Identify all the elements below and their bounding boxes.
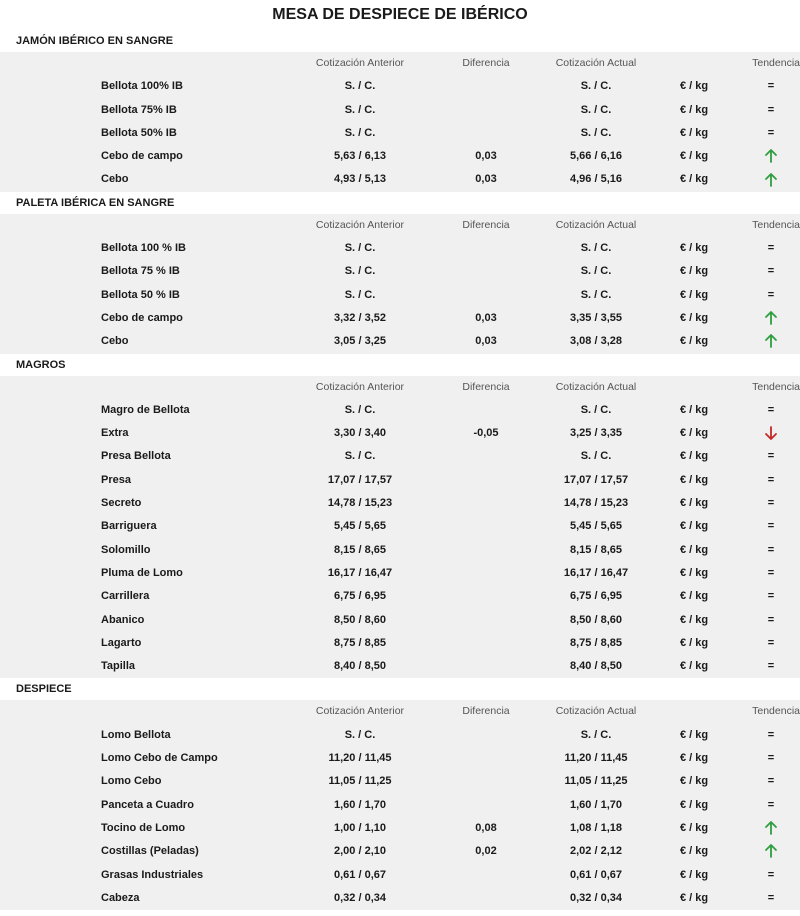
- price-actual: 16,17 / 16,47: [563, 566, 629, 579]
- trend-equal: =: [767, 265, 775, 278]
- trend-equal: =: [767, 613, 775, 626]
- trend-equal: =: [767, 590, 775, 603]
- price-anterior: 3,30 / 3,40: [334, 427, 386, 440]
- page-title: MESA DE DESPIECE DE IBÉRICO: [0, 0, 800, 30]
- price-unit: € / kg: [679, 450, 709, 463]
- trend-equal: =: [767, 242, 775, 255]
- price-unit: € / kg: [679, 775, 709, 788]
- trend-equal: =: [767, 566, 775, 579]
- price-anterior: 8,50 / 8,60: [334, 613, 386, 626]
- price-unit: € / kg: [679, 798, 709, 811]
- table-row: [0, 609, 800, 632]
- column-header-tendencia: Tendencia: [752, 380, 800, 393]
- trend-up-arrow-icon: [740, 330, 800, 353]
- price-anterior: S. / C.: [344, 403, 376, 416]
- price-actual: 5,45 / 5,65: [570, 520, 622, 533]
- price-anterior: 1,00 / 1,10: [334, 821, 386, 834]
- price-diferencia: 0,03: [475, 173, 497, 186]
- price-actual: S. / C.: [580, 403, 612, 416]
- price-unit: € / kg: [679, 543, 709, 556]
- trend-equal: =: [767, 103, 775, 116]
- trend-equal: =: [767, 660, 775, 673]
- column-header-actual: Cotización Actual: [555, 218, 637, 231]
- trend-equal: =: [767, 403, 775, 416]
- table-row: [0, 817, 800, 840]
- price-anterior: S. / C.: [344, 103, 376, 116]
- table-row: [0, 260, 800, 283]
- price-anterior: 5,63 / 6,13: [334, 150, 386, 163]
- table-row: [0, 840, 800, 863]
- price-actual: 8,75 / 8,85: [570, 636, 622, 649]
- trend-equal: =: [767, 126, 775, 139]
- product-name: Extra: [101, 427, 129, 440]
- price-unit: € / kg: [679, 103, 709, 116]
- product-name: Lomo Cebo: [101, 775, 162, 788]
- price-anterior: 4,93 / 5,13: [334, 173, 386, 186]
- price-anterior: 11,05 / 11,25: [328, 775, 392, 788]
- price-diferencia: 0,08: [475, 821, 497, 834]
- price-anterior: 6,75 / 6,95: [334, 590, 386, 603]
- column-header-tendencia: Tendencia: [752, 218, 800, 231]
- price-diferencia: 0,03: [475, 150, 497, 163]
- trend-equal: =: [767, 891, 775, 904]
- product-name: Tocino de Lomo: [101, 821, 186, 834]
- product-name: Barriguera: [101, 520, 157, 533]
- price-actual: 3,35 / 3,55: [570, 311, 622, 324]
- column-header-anterior: Cotización Anterior: [315, 218, 405, 231]
- price-actual: 2,02 / 2,12: [570, 845, 622, 858]
- price-anterior: S. / C.: [344, 288, 376, 301]
- product-name: Presa Bellota: [101, 450, 171, 463]
- price-actual: 8,50 / 8,60: [570, 613, 622, 626]
- product-name: Cebo de campo: [101, 311, 183, 324]
- table-row: [0, 585, 800, 608]
- trend-equal: =: [767, 497, 775, 510]
- column-header-anterior: Cotización Anterior: [315, 57, 405, 69]
- price-unit: € / kg: [679, 590, 709, 603]
- price-unit: € / kg: [679, 891, 709, 904]
- table-row: [0, 770, 800, 793]
- price-anterior: S. / C.: [344, 242, 376, 255]
- table-row: [0, 887, 800, 910]
- product-name: Tapilla: [101, 660, 136, 673]
- price-unit: € / kg: [679, 126, 709, 139]
- price-actual: S. / C.: [580, 80, 612, 93]
- price-unit: € / kg: [679, 403, 709, 416]
- column-header-diferencia: Diferencia: [462, 705, 510, 718]
- price-unit: € / kg: [679, 566, 709, 579]
- price-actual: 11,05 / 11,25: [564, 775, 628, 788]
- table-row: [0, 284, 800, 307]
- price-diferencia: 0,03: [475, 335, 497, 348]
- table-row: [0, 237, 800, 260]
- price-diferencia: -0,05: [473, 427, 499, 440]
- column-header-row: [0, 52, 800, 75]
- price-unit: € / kg: [679, 728, 709, 741]
- price-actual: 0,32 / 0,34: [570, 891, 622, 904]
- price-unit: € / kg: [679, 636, 709, 649]
- trend-equal: =: [767, 288, 775, 301]
- table-row: [0, 492, 800, 515]
- table-row: [0, 469, 800, 492]
- section-title: DESPIECE: [0, 678, 800, 700]
- price-unit: € / kg: [679, 80, 709, 93]
- price-unit: € / kg: [679, 613, 709, 626]
- price-actual: 14,78 / 15,23: [563, 497, 629, 510]
- price-unit: € / kg: [679, 242, 709, 255]
- price-actual: 11,20 / 11,45: [564, 752, 628, 765]
- trend-up-arrow-icon: [740, 840, 800, 863]
- table-row: [0, 445, 800, 468]
- price-anterior: 8,15 / 8,65: [334, 543, 386, 556]
- table-row: [0, 330, 800, 353]
- trend-equal: =: [767, 868, 775, 881]
- column-header-tendencia: Tendencia: [752, 57, 800, 69]
- trend-up-arrow-icon: [740, 817, 800, 840]
- column-header-row: [0, 700, 800, 723]
- trend-equal: =: [767, 473, 775, 486]
- price-anterior: 1,60 / 1,70: [334, 798, 386, 811]
- product-name: Lagarto: [101, 636, 142, 649]
- table-row: [0, 864, 800, 887]
- price-anterior: 17,07 / 17,57: [327, 473, 393, 486]
- price-unit: € / kg: [679, 868, 709, 881]
- price-actual: 5,66 / 6,16: [570, 150, 622, 163]
- trend-equal: =: [767, 752, 775, 765]
- price-actual: 0,61 / 0,67: [570, 868, 622, 881]
- section-title: PALETA IBÉRICA EN SANGRE: [0, 192, 800, 214]
- section-table: [0, 214, 800, 354]
- price-unit: € / kg: [679, 752, 709, 765]
- price-actual: S. / C.: [580, 728, 612, 741]
- product-name: Solomillo: [101, 543, 151, 556]
- price-unit: € / kg: [679, 335, 709, 348]
- price-unit: € / kg: [679, 473, 709, 486]
- price-actual: S. / C.: [580, 288, 612, 301]
- product-name: Bellota 50% IB: [101, 126, 177, 139]
- product-name: Grasas Industriales: [101, 868, 204, 881]
- column-header-row: [0, 214, 800, 237]
- product-name: Secreto: [101, 497, 142, 510]
- trend-equal: =: [767, 450, 775, 463]
- column-header-diferencia: Diferencia: [462, 380, 510, 393]
- trend-equal: =: [767, 636, 775, 649]
- product-name: Bellota 100% IB: [101, 80, 183, 93]
- price-actual: 8,40 / 8,50: [570, 660, 622, 673]
- table-row: [0, 422, 800, 445]
- price-actual: S. / C.: [580, 103, 612, 116]
- column-header-actual: Cotización Actual: [555, 705, 637, 718]
- price-actual: S. / C.: [580, 242, 612, 255]
- price-actual: 6,75 / 6,95: [570, 590, 622, 603]
- price-unit: € / kg: [679, 660, 709, 673]
- product-name: Bellota 100 % IB: [101, 242, 186, 255]
- table-row: [0, 75, 800, 98]
- column-header-diferencia: Diferencia: [462, 218, 510, 231]
- product-name: Panceta a Cuadro: [101, 798, 194, 811]
- product-name: Costillas (Peladas): [101, 845, 199, 858]
- price-anterior: S. / C.: [344, 728, 376, 741]
- price-anterior: S. / C.: [344, 126, 376, 139]
- price-unit: € / kg: [679, 173, 709, 186]
- section-title: MAGROS: [0, 354, 800, 376]
- price-table: [0, 30, 800, 910]
- price-anterior: 2,00 / 2,10: [334, 845, 386, 858]
- price-anterior: 0,61 / 0,67: [334, 868, 386, 881]
- product-name: Bellota 75 % IB: [101, 265, 180, 278]
- table-row: [0, 122, 800, 145]
- column-header-tendencia: Tendencia: [752, 705, 800, 718]
- product-name: Lomo Cebo de Campo: [101, 752, 218, 765]
- price-unit: € / kg: [679, 288, 709, 301]
- section-title: JAMÓN IBÉRICO EN SANGRE: [0, 30, 800, 52]
- trend-down-arrow-icon: [740, 422, 800, 445]
- product-name: Carrillera: [101, 590, 150, 603]
- product-name: Magro de Bellota: [101, 403, 190, 416]
- product-name: Bellota 75% IB: [101, 103, 177, 116]
- price-unit: € / kg: [679, 520, 709, 533]
- column-header-anterior: Cotización Anterior: [315, 705, 405, 718]
- table-row: [0, 168, 800, 191]
- price-anterior: 8,75 / 8,85: [334, 636, 386, 649]
- price-actual: 17,07 / 17,57: [563, 473, 629, 486]
- column-header-actual: Cotización Actual: [555, 380, 637, 393]
- product-name: Cebo: [101, 173, 129, 186]
- table-row: [0, 399, 800, 422]
- trend-up-arrow-icon: [740, 145, 800, 168]
- product-name: Cebo de campo: [101, 150, 183, 163]
- price-unit: € / kg: [679, 497, 709, 510]
- trend-equal: =: [767, 728, 775, 741]
- price-anterior: 3,32 / 3,52: [334, 311, 386, 324]
- price-actual: 8,15 / 8,65: [570, 543, 622, 556]
- price-unit: € / kg: [679, 265, 709, 278]
- price-anterior: 16,17 / 16,47: [327, 566, 393, 579]
- price-diferencia: 0,02: [475, 845, 497, 858]
- table-row: [0, 515, 800, 538]
- table-row: [0, 794, 800, 817]
- column-header-actual: Cotización Actual: [555, 57, 637, 69]
- price-unit: € / kg: [679, 311, 709, 324]
- trend-equal: =: [767, 798, 775, 811]
- column-header-row: [0, 376, 800, 399]
- price-actual: S. / C.: [580, 126, 612, 139]
- price-unit: € / kg: [679, 821, 709, 834]
- price-unit: € / kg: [679, 427, 709, 440]
- price-actual: S. / C.: [580, 450, 612, 463]
- price-anterior: S. / C.: [344, 450, 376, 463]
- section-table: [0, 376, 800, 679]
- product-name: Cabeza: [101, 891, 140, 904]
- price-anterior: 0,32 / 0,34: [334, 891, 386, 904]
- column-header-diferencia: Diferencia: [462, 57, 510, 69]
- trend-equal: =: [767, 80, 775, 93]
- price-anterior: S. / C.: [344, 265, 376, 278]
- section-table: [0, 700, 800, 910]
- price-actual: 1,08 / 1,18: [570, 821, 622, 834]
- trend-equal: =: [767, 543, 775, 556]
- table-row: [0, 562, 800, 585]
- price-actual: 3,25 / 3,35: [570, 427, 622, 440]
- trend-equal: =: [767, 775, 775, 788]
- trend-equal: =: [767, 520, 775, 533]
- table-row: [0, 655, 800, 678]
- price-anterior: 11,20 / 11,45: [328, 752, 392, 765]
- price-actual: 3,08 / 3,28: [570, 335, 622, 348]
- price-actual: 4,96 / 5,16: [570, 173, 622, 186]
- table-row: [0, 747, 800, 770]
- table-row: [0, 99, 800, 122]
- price-actual: S. / C.: [580, 265, 612, 278]
- price-diferencia: 0,03: [475, 311, 497, 324]
- price-unit: € / kg: [679, 845, 709, 858]
- price-anterior: 5,45 / 5,65: [334, 520, 386, 533]
- price-actual: 1,60 / 1,70: [570, 798, 622, 811]
- price-anterior: 14,78 / 15,23: [327, 497, 393, 510]
- product-name: Pluma de Lomo: [101, 566, 183, 579]
- price-anterior: 8,40 / 8,50: [334, 660, 386, 673]
- product-name: Cebo: [101, 335, 129, 348]
- price-unit: € / kg: [679, 150, 709, 163]
- table-row: [0, 539, 800, 562]
- column-header-anterior: Cotización Anterior: [315, 380, 405, 393]
- product-name: Bellota 50 % IB: [101, 288, 180, 301]
- product-name: Presa: [101, 473, 131, 486]
- table-row: [0, 632, 800, 655]
- product-name: Abanico: [101, 613, 145, 626]
- section-table: [0, 52, 800, 192]
- trend-up-arrow-icon: [740, 168, 800, 191]
- price-anterior: 3,05 / 3,25: [334, 335, 386, 348]
- trend-up-arrow-icon: [740, 307, 800, 330]
- table-row: [0, 307, 800, 330]
- table-row: [0, 145, 800, 168]
- product-name: Lomo Bellota: [101, 728, 171, 741]
- price-anterior: S. / C.: [344, 80, 376, 93]
- table-row: [0, 724, 800, 747]
